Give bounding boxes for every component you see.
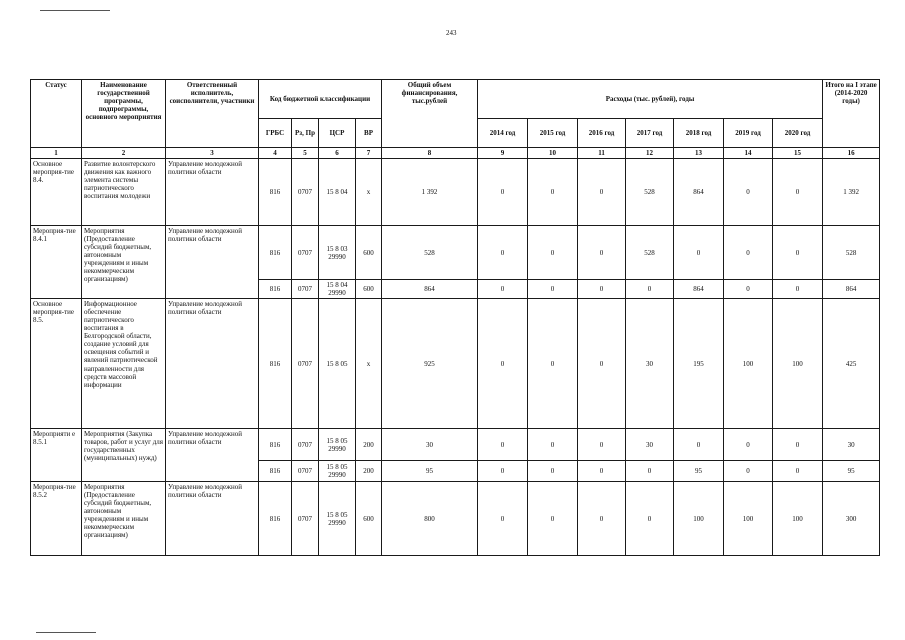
vr-cell: 200 [356, 461, 382, 482]
column-number: 9 [478, 148, 528, 159]
year-2015-cell: 0 [528, 159, 578, 226]
stage-total-cell: 300 [823, 482, 880, 556]
year-2018-cell: 0 [674, 429, 724, 461]
status-cell: Мероприя-тие 8.5.2 [31, 482, 82, 556]
column-number: 10 [528, 148, 578, 159]
grbs-cell: 816 [259, 280, 292, 299]
stage-total-cell: 425 [823, 299, 880, 429]
column-number: 16 [823, 148, 880, 159]
total-financing-cell: 800 [382, 482, 478, 556]
status-cell: Мероприяти е 8.5.1 [31, 429, 82, 482]
header-status: Статус [31, 80, 82, 148]
year-2020-cell: 0 [773, 159, 823, 226]
year-2017-cell: 0 [626, 280, 674, 299]
name-cell: Мероприятия (Закупка товаров, работ и услуг для государственных (муниципальных) нужд) [82, 429, 166, 482]
column-number: 7 [356, 148, 382, 159]
csr-cell: 15 8 04 29990 [319, 280, 356, 299]
total-financing-cell: 864 [382, 280, 478, 299]
grbs-cell: 816 [259, 159, 292, 226]
column-number: 4 [259, 148, 292, 159]
column-number: 8 [382, 148, 478, 159]
budget-table [30, 79, 880, 556]
year-2014-cell: 0 [478, 299, 528, 429]
page-number: 243 [446, 29, 457, 37]
status-cell: Основное мероприя-тие 8.4. [31, 159, 82, 226]
header-executor: Ответственный исполнитель, соисполнители, участники [166, 80, 259, 148]
stage-total-cell: 30 [823, 429, 880, 461]
column-number: 15 [773, 148, 823, 159]
table-row [31, 482, 880, 556]
year-2016-cell: 0 [578, 280, 626, 299]
header-year-2017: 2017 год [626, 119, 674, 148]
year-2015-cell: 0 [528, 280, 578, 299]
header-budget-code: Код бюджетной классификации [259, 80, 382, 119]
stage-total-cell: 95 [823, 461, 880, 482]
year-2015-cell: 0 [528, 299, 578, 429]
year-2019-cell: 0 [724, 429, 773, 461]
year-2016-cell: 0 [578, 482, 626, 556]
grbs-cell: 816 [259, 461, 292, 482]
column-number: 1 [31, 148, 82, 159]
year-2014-cell: 0 [478, 429, 528, 461]
scan-artifact-line [40, 10, 110, 11]
total-financing-cell: 925 [382, 299, 478, 429]
year-2015-cell: 0 [528, 461, 578, 482]
csr-cell: 15 8 05 29990 [319, 461, 356, 482]
scan-artifact-line [36, 632, 96, 633]
total-financing-cell: 528 [382, 226, 478, 280]
name-cell: Мероприятия (Предоставление субсидий бюджетным, автономным учреждениям и иным некоммерческим организациям) [82, 226, 166, 299]
grbs-cell: 816 [259, 482, 292, 556]
column-number: 14 [724, 148, 773, 159]
vr-cell: 600 [356, 226, 382, 280]
executor-cell: Управление молодежной политики области [166, 299, 259, 429]
year-2015-cell: 0 [528, 429, 578, 461]
vr-cell: х [356, 159, 382, 226]
year-2020-cell: 100 [773, 482, 823, 556]
table-row [31, 429, 880, 461]
column-number: 11 [578, 148, 626, 159]
csr-cell: 15 8 05 [319, 299, 356, 429]
header-name: Наименование государственной программы, подпрограммы, основного мероприятия [82, 80, 166, 148]
name-cell: Развитие волонтерского движения как важного элемента системы патриотического воспитания молодежи [82, 159, 166, 226]
year-2016-cell: 0 [578, 429, 626, 461]
year-2017-cell: 30 [626, 299, 674, 429]
rzpr-cell: 0707 [292, 482, 319, 556]
stage-total-cell: 528 [823, 226, 880, 280]
table-row [31, 159, 880, 226]
total-financing-cell: 1 392 [382, 159, 478, 226]
year-2017-cell: 528 [626, 226, 674, 280]
header-rzpr: Рз, Пр [292, 119, 319, 148]
year-2020-cell: 0 [773, 226, 823, 280]
year-2020-cell: 0 [773, 280, 823, 299]
year-2014-cell: 0 [478, 482, 528, 556]
header-year-2020: 2020 год [773, 119, 823, 148]
year-2020-cell: 0 [773, 429, 823, 461]
year-2014-cell: 0 [478, 159, 528, 226]
name-cell: Информационное обеспечение патриотического воспитания в Белгородской области, создание условий для освещения событий и явлений патриотической направленности для средств массовой информации [82, 299, 166, 429]
column-number: 6 [319, 148, 356, 159]
year-2018-cell: 195 [674, 299, 724, 429]
year-2018-cell: 95 [674, 461, 724, 482]
column-number: 5 [292, 148, 319, 159]
year-2019-cell: 100 [724, 482, 773, 556]
grbs-cell: 816 [259, 429, 292, 461]
header-year-2015: 2015 год [528, 119, 578, 148]
year-2019-cell: 0 [724, 280, 773, 299]
year-2014-cell: 0 [478, 461, 528, 482]
year-2017-cell: 528 [626, 159, 674, 226]
header-expenses: Расходы (тыс. рублей), годы [478, 80, 823, 119]
year-2016-cell: 0 [578, 159, 626, 226]
vr-cell: 600 [356, 280, 382, 299]
column-number: 3 [166, 148, 259, 159]
grbs-cell: 816 [259, 299, 292, 429]
rzpr-cell: 0707 [292, 429, 319, 461]
executor-cell: Управление молодежной политики области [166, 482, 259, 556]
vr-cell: 600 [356, 482, 382, 556]
rzpr-cell: 0707 [292, 299, 319, 429]
stage-total-cell: 864 [823, 280, 880, 299]
header-grbs: ГРБС [259, 119, 292, 148]
rzpr-cell: 0707 [292, 461, 319, 482]
year-2019-cell: 0 [724, 461, 773, 482]
status-cell: Основное мероприя-тие 8.5. [31, 299, 82, 429]
year-2014-cell: 0 [478, 280, 528, 299]
year-2017-cell: 0 [626, 461, 674, 482]
year-2017-cell: 30 [626, 429, 674, 461]
header-vr: ВР [356, 119, 382, 148]
rzpr-cell: 0707 [292, 280, 319, 299]
year-2018-cell: 100 [674, 482, 724, 556]
year-2016-cell: 0 [578, 226, 626, 280]
rzpr-cell: 0707 [292, 226, 319, 280]
header-row [31, 80, 880, 119]
header-year-2018: 2018 год [674, 119, 724, 148]
year-2020-cell: 0 [773, 461, 823, 482]
csr-cell: 15 8 05 29990 [319, 482, 356, 556]
year-2018-cell: 864 [674, 280, 724, 299]
column-number: 13 [674, 148, 724, 159]
csr-cell: 15 8 05 29990 [319, 429, 356, 461]
year-2018-cell: 864 [674, 159, 724, 226]
executor-cell: Управление молодежной политики области [166, 159, 259, 226]
year-2016-cell: 0 [578, 299, 626, 429]
column-number: 12 [626, 148, 674, 159]
year-2019-cell: 100 [724, 299, 773, 429]
vr-cell: х [356, 299, 382, 429]
column-number-row [31, 148, 880, 159]
column-number: 2 [82, 148, 166, 159]
year-2015-cell: 0 [528, 482, 578, 556]
table-body [31, 80, 880, 556]
vr-cell: 200 [356, 429, 382, 461]
total-financing-cell: 95 [382, 461, 478, 482]
table-row [31, 299, 880, 429]
year-2017-cell: 0 [626, 482, 674, 556]
year-2018-cell: 0 [674, 226, 724, 280]
year-2014-cell: 0 [478, 226, 528, 280]
table-row [31, 226, 880, 280]
header-year-2014: 2014 год [478, 119, 528, 148]
executor-cell: Управление молодежной политики области [166, 226, 259, 299]
header-total-stage: Итого на I этапе (2014-2020 годы) [823, 80, 880, 148]
total-financing-cell: 30 [382, 429, 478, 461]
year-2020-cell: 100 [773, 299, 823, 429]
year-2015-cell: 0 [528, 226, 578, 280]
year-2019-cell: 0 [724, 226, 773, 280]
grbs-cell: 816 [259, 226, 292, 280]
year-2016-cell: 0 [578, 461, 626, 482]
status-cell: Мероприя-тие 8.4.1 [31, 226, 82, 299]
name-cell: Мероприятия (Предоставление субсидий бюджетным, автономным учреждениям и иным некоммерческим организациям) [82, 482, 166, 556]
header-total-financing: Общий объем финансирования, тыс.рублей [382, 80, 478, 148]
stage-total-cell: 1 392 [823, 159, 880, 226]
executor-cell: Управление молодежной политики области [166, 429, 259, 482]
header-year-2016: 2016 год [578, 119, 626, 148]
year-2019-cell: 0 [724, 159, 773, 226]
rzpr-cell: 0707 [292, 159, 319, 226]
header-year-2019: 2019 год [724, 119, 773, 148]
csr-cell: 15 8 04 [319, 159, 356, 226]
header-csr: ЦСР [319, 119, 356, 148]
csr-cell: 15 8 03 29990 [319, 226, 356, 280]
